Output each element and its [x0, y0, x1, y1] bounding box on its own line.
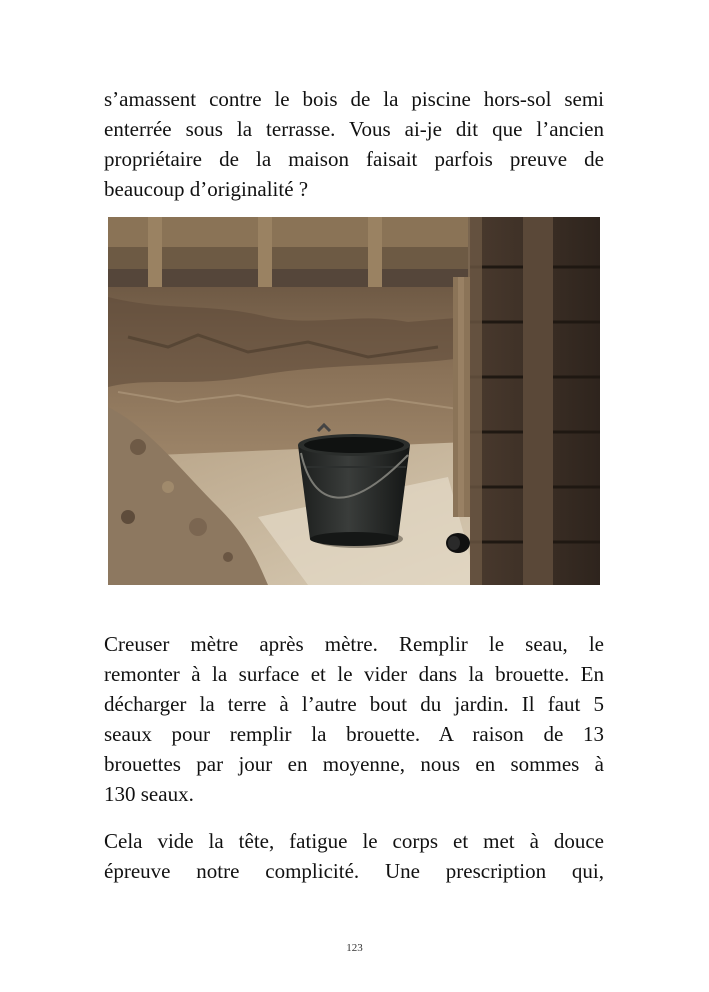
text-line: beaucoup d’originalité ?	[104, 177, 309, 201]
text-line: enterrée sous la terrasse. Vous ai-je dit que l’ancien	[104, 117, 604, 141]
text-line: propriétaire de la maison faisait parfois preuve de	[104, 147, 604, 171]
text-line: brouettes par jour en moyenne, nous en sommes à	[104, 752, 604, 776]
text-line: Cela vide la tête, fatigue le corps et met à douce	[104, 829, 604, 853]
text-line: s’amassent contre le bois de la piscine hors-sol semi	[104, 87, 604, 111]
excavation-photo	[108, 217, 600, 585]
paragraph-3	[104, 826, 604, 886]
text-line: seaux pour remplir la brouette. A raison de 13	[104, 722, 604, 746]
text-line: épreuve notre complicité. Une prescription qui,	[104, 859, 604, 883]
text-line: Creuser mètre après mètre. Remplir le seau, le	[104, 632, 604, 656]
paragraph-1	[104, 84, 604, 204]
text-line: remonter à la surface et le vider dans la brouette. En	[104, 662, 604, 686]
text-line: 130 seaux.	[104, 782, 194, 806]
text-line: décharger la terre à l’autre bout du jardin. Il faut 5	[104, 692, 604, 716]
page-number: 123	[346, 942, 363, 954]
paragraph-2	[104, 629, 604, 809]
